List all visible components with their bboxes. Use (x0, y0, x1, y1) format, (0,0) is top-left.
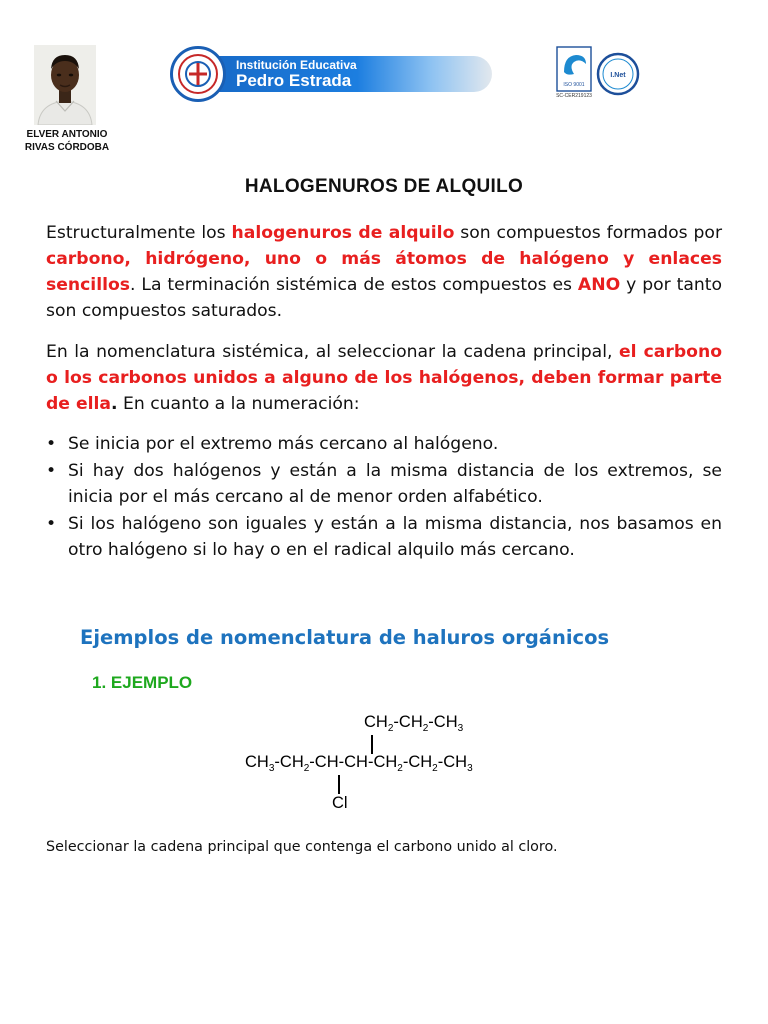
formula-part: CH (245, 753, 269, 771)
formula-main-chain (245, 753, 473, 772)
list-item-text: Si hay dos halógenos y están a la misma distancia de los extremos, se inicia por el más cercano al de menor orden alfabético. (68, 461, 722, 507)
iso-certification-badge (556, 46, 592, 102)
iso-label: ISO 9001 (563, 82, 585, 88)
page-title: HALOGENUROS DE ALQUILO (244, 176, 524, 197)
formula-subscript: 2 (422, 723, 429, 734)
inet-icon (596, 52, 640, 96)
intro-paragraph (46, 220, 722, 324)
highlight-term: ANO (577, 275, 621, 295)
bullet: • (46, 434, 57, 454)
inet-label: I.Net (610, 72, 626, 79)
formula-part: CH (364, 713, 388, 731)
example-label: 1. EJEMPLO (92, 673, 193, 692)
formula-part: -CH (393, 713, 423, 731)
bond-line (338, 775, 340, 794)
text-run: Estructuralmente los (46, 223, 232, 243)
formula-part: -CH (428, 713, 458, 731)
formula-subscript: 2 (387, 723, 394, 734)
school-logo (170, 46, 530, 106)
author-name: ELVER ANTONIO RIVAS CÓRDOBA (24, 129, 110, 153)
bullet: • (46, 461, 57, 481)
highlight-term: el carbono o los carbonos unidos a alguno de los halógenos, deben formar parte de ella (46, 342, 722, 414)
numbering-rules-list (46, 431, 722, 564)
text-run: . (110, 394, 118, 414)
formula-subscript: 2 (303, 763, 310, 774)
formula-branch (364, 713, 463, 732)
author-photo (34, 45, 96, 125)
inet-certification-badge (596, 52, 640, 96)
text-run: son compuestos formados por (454, 223, 723, 243)
instruction-text: Seleccionar la cadena principal que contenga el carbono unido al cloro. (46, 839, 558, 855)
list-item-text: Si los halógeno son iguales y están a la misma distancia, nos basamos en otro halógeno si lo hay o en el radical alquilo más cercano. (68, 514, 722, 560)
text-run: En cuanto a la numeración: (117, 394, 360, 414)
section-heading: Ejemplos de nomenclatura de haluros orgánicos (80, 626, 610, 649)
person-icon (34, 45, 96, 125)
formula-subscript: 3 (467, 763, 473, 774)
nomenclature-paragraph (46, 339, 722, 417)
formula-subscript: 3 (457, 723, 464, 734)
list-item (46, 511, 722, 563)
formula-subscript: 2 (432, 763, 438, 774)
bond-line (371, 735, 373, 754)
formula-part: -CH-CH-CH (309, 753, 398, 771)
bullet: • (46, 514, 57, 534)
logo-line2: Pedro Estrada (236, 71, 352, 90)
formula-part: -CH (274, 753, 304, 771)
formula-part: -CH (402, 753, 433, 771)
formula-subscript: 3 (268, 763, 275, 774)
highlight-term: carbono, hidrógeno, uno o más átomos de halógeno y enlaces sencillos (46, 249, 722, 295)
certificate-code: SC-CER219123 (556, 93, 592, 99)
list-item (46, 458, 722, 510)
logo-line1: Institución Educativa (236, 58, 357, 72)
formula-subscript: 2 (397, 763, 403, 774)
highlight-term: halogenuros de alquilo (231, 223, 455, 243)
icontec-icon (556, 46, 592, 92)
list-item-text: Se inicia por el extremo más cercano al halógeno. (68, 434, 499, 454)
formula-part: -CH (437, 753, 468, 771)
formula-substituent: Cl (332, 794, 348, 812)
school-emblem (170, 46, 226, 102)
text-run: y por tanto son compuestos saturados. (46, 275, 722, 321)
text-run: En la nomenclatura sistémica, al seleccionar la cadena principal, (46, 342, 619, 362)
text-run: . La terminación sistémica de estos compuestos es (130, 275, 578, 295)
list-item (46, 431, 722, 457)
emblem-icon (173, 49, 223, 99)
